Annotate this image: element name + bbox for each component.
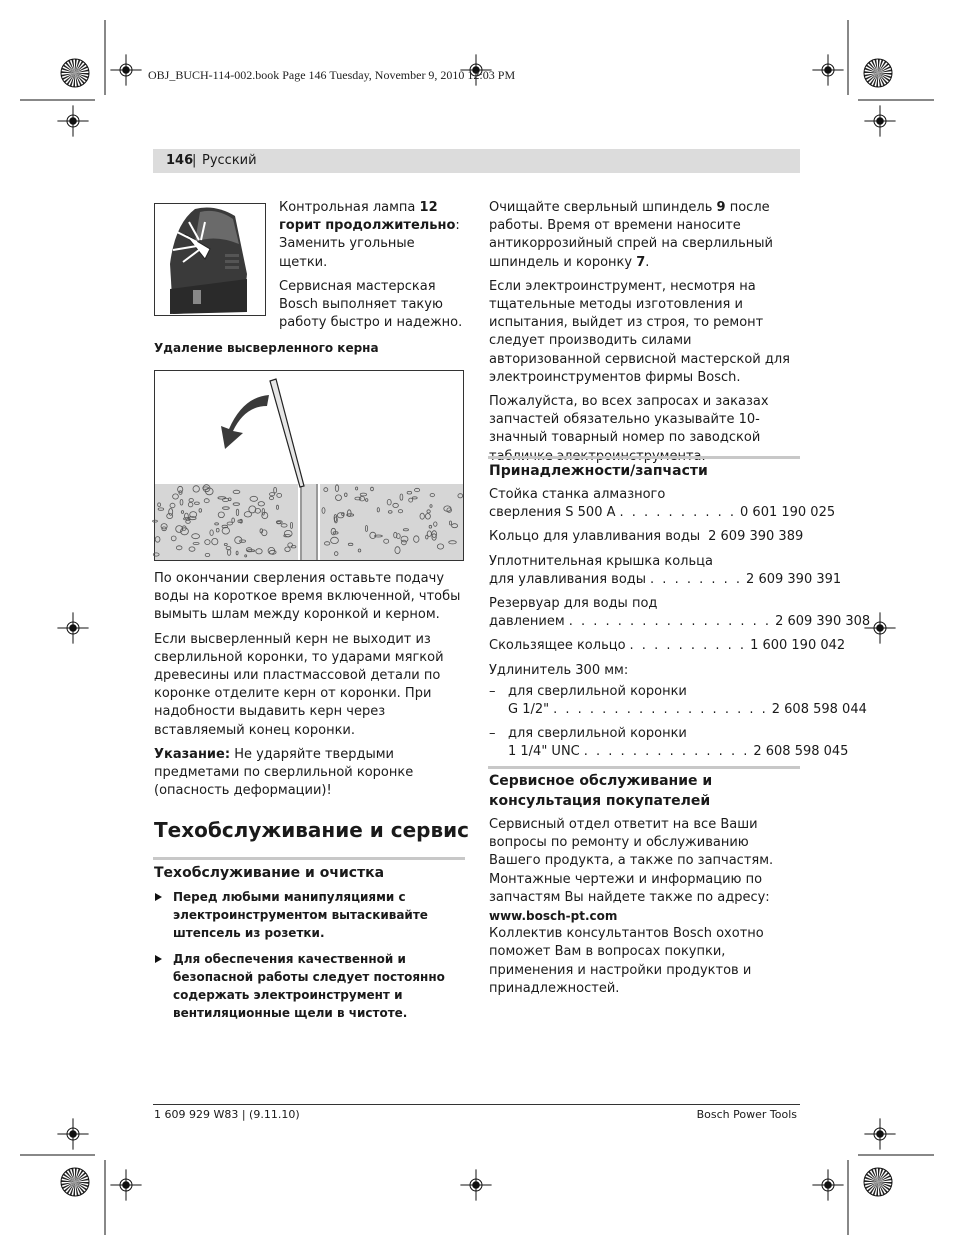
- part-number: 1 600 190 042: [750, 638, 846, 654]
- dash-marker: –: [489, 683, 496, 699]
- accessory-name-line: Стойка станка алмазного: [489, 487, 666, 502]
- print-header: OBJ_BUCH-114-002.book Page 146 Tuesday, November 9, 2010 12:03 PM: [148, 68, 516, 82]
- service-rule: [488, 766, 800, 769]
- paragraph-repair: Если электроинструмент, несмотря на тщательные методы изготовления и испытания, выйдет из строя, то ремонт следует производить силами авторизованной сервисной мастерской для электроинструментов фирмы Bosch.: [489, 278, 790, 385]
- page-header-bar: [153, 149, 800, 173]
- dash-marker: –: [489, 726, 496, 742]
- accessory-label: давлением: [489, 614, 565, 630]
- leader-dots: . . . . . . . . . .: [629, 638, 747, 654]
- accessory-name-line: Уплотнительная крышка кольца: [489, 553, 713, 569]
- lamp-illustration: [154, 203, 266, 316]
- leader-dots: . . . . . . . . . . . . . . . . . .: [553, 702, 768, 718]
- page-bar-separator: |: [192, 153, 197, 168]
- service-body: [489, 816, 801, 998]
- footer-brand: Bosch Power Tools: [696, 1108, 797, 1121]
- accessory-label: 1 1/4" UNC: [508, 744, 580, 760]
- lamp-colon: :: [455, 218, 460, 234]
- bullet-triangle-icon: [155, 955, 162, 963]
- part-number: 2 608 598 044: [771, 702, 867, 718]
- accessories-rule: [488, 456, 800, 459]
- accessories-heading: Принадлежности/запчасти: [489, 463, 708, 479]
- bullet-item: [154, 950, 466, 1022]
- accessory-row: [508, 743, 849, 761]
- service-text: Сервисный отдел ответит на все Ваши вопросы по ремонту и обслуживанию Вашего продукта, а также по запчастям. Монтажные чертежи и информацию по запчастям Вы найдете также по адресу:: [489, 817, 774, 905]
- accessory-label: Скользящее кольцо: [489, 638, 626, 654]
- accessory-row: [489, 571, 842, 589]
- note-text: Не ударяйте твердыми предметами по сверлильной коронке (опасность деформации)!: [154, 746, 414, 799]
- clean-num1: 9: [716, 200, 726, 215]
- lamp-text: [279, 199, 464, 338]
- page-language: Русский: [202, 153, 257, 168]
- part-number: 2 609 390 389: [708, 529, 804, 545]
- accessory-item: [489, 528, 804, 546]
- note-label: Указание:: [154, 746, 231, 762]
- note: [154, 746, 466, 801]
- lamp-bold: горит продолжительно: [279, 218, 456, 234]
- subsection-rule: [153, 857, 465, 860]
- accessory-row: [489, 613, 871, 631]
- right-body: [489, 199, 801, 472]
- bullet-triangle-icon: [155, 893, 162, 901]
- service-consultants: Коллектив консультантов Bosch охотно поможет Вам в вопросах покупки, применения и настройки продуктов и принадлежностей.: [489, 926, 764, 996]
- page-number: 146: [166, 153, 194, 168]
- clean-pre: Очищайте сверльный шпиндель: [489, 200, 717, 215]
- leader-dots: . . . . . . . . . . . . . . . . .: [568, 614, 772, 630]
- accessory-label: для улавливания воды: [489, 571, 647, 587]
- accessories-list: [489, 486, 871, 768]
- accessory-item: [489, 486, 836, 522]
- bullet-item: [154, 888, 466, 942]
- accessory-item: [489, 637, 846, 655]
- accessory-name-line: для сверлильной коронки: [508, 683, 687, 699]
- accessory-row: [489, 504, 836, 522]
- extension-label: Удлинитель 300 мм:: [489, 662, 629, 678]
- part-number: 2 609 390 391: [746, 571, 842, 587]
- lamp-service-text: Сервисная мастерская Bosch выполняет такую работу быстро и надежно.: [279, 278, 463, 331]
- accessory-name-line: для сверлильной коронки: [508, 726, 687, 742]
- accessory-row: [489, 528, 804, 546]
- extension-item: [489, 683, 867, 719]
- service-url[interactable]: www.bosch-pt.com: [489, 909, 618, 924]
- bullet-list: [154, 888, 466, 1030]
- part-number: 0 601 190 025: [740, 505, 836, 521]
- lamp-number: 12: [419, 200, 438, 215]
- subsection-title: Техобслуживание и очистка: [154, 865, 385, 881]
- footer-rule: [153, 1104, 800, 1105]
- accessory-item: [489, 595, 871, 631]
- paragraph-core-stuck: Если высверленный керн не выходит из сверлильной коронки, то ударами мягкой древесины или пластмассовой детали по коронке отделите керн от коронки. При надобности выдавить керн через вставляемый конец коронки.: [154, 631, 444, 738]
- part-number: 2 609 390 308: [775, 614, 871, 630]
- clean-num2: 7: [636, 254, 646, 270]
- lamp-status: [279, 199, 464, 272]
- clean-mid: после работы. Время от времени наносите антикоррозийный спрей на сверлильный шпиндель и коронку: [489, 200, 773, 270]
- service-heading: Сервисное обслуживание и консультация покупателей: [489, 773, 713, 809]
- accessory-row: [489, 637, 846, 655]
- lamp-text-pre: Контрольная лампа: [279, 200, 420, 215]
- leader-dots: . . . . . . . . . . . . . .: [583, 744, 750, 760]
- paragraph-clean: [489, 199, 801, 272]
- accessory-label: сверления S 500 A: [489, 505, 616, 521]
- accessory-row: [508, 701, 867, 719]
- accessory-label: G 1/2": [508, 702, 550, 718]
- clean-post: .: [645, 254, 650, 270]
- core-heading: Удаление высверленного керна: [154, 341, 379, 355]
- accessory-item: [489, 553, 842, 589]
- left-body: [154, 570, 466, 806]
- bullet-text: Для обеспечения качественной и безопасной работы следует постоянно содержать электроинструмент и вентиляционные щели в чистоте.: [173, 952, 445, 1020]
- lamp-rest: Заменить угольные щетки.: [279, 236, 415, 270]
- bullet-text: Перед любыми манипуляциями с электроинструментом вытаскивайте штепсель из розетки.: [173, 890, 428, 940]
- extension-item: [489, 725, 849, 761]
- leader-dots: . . . . . . . .: [650, 571, 743, 587]
- footer-code: 1 609 929 W83 | (9.11.10): [154, 1108, 300, 1121]
- core-removal-illustration: [154, 370, 464, 561]
- part-number: 2 608 598 045: [753, 744, 849, 760]
- paragraph-order: Пожалуйста, во всех запросах и заказах запчастей обязательно указывайте 10-значный товарный номер по заводской: [489, 394, 769, 446]
- accessory-name-line: Резервуар для воды под: [489, 596, 658, 612]
- accessory-label: Кольцо для улавливания воды: [489, 529, 701, 545]
- paragraph-water: По окончании сверления оставьте подачу воды на короткое время включенной, чтобы вымыть шлам между коронкой и керном.: [154, 571, 461, 623]
- leader-dots: . . . . . . . . . .: [619, 505, 737, 521]
- section-title: Техобслуживание и сервис: [154, 818, 470, 842]
